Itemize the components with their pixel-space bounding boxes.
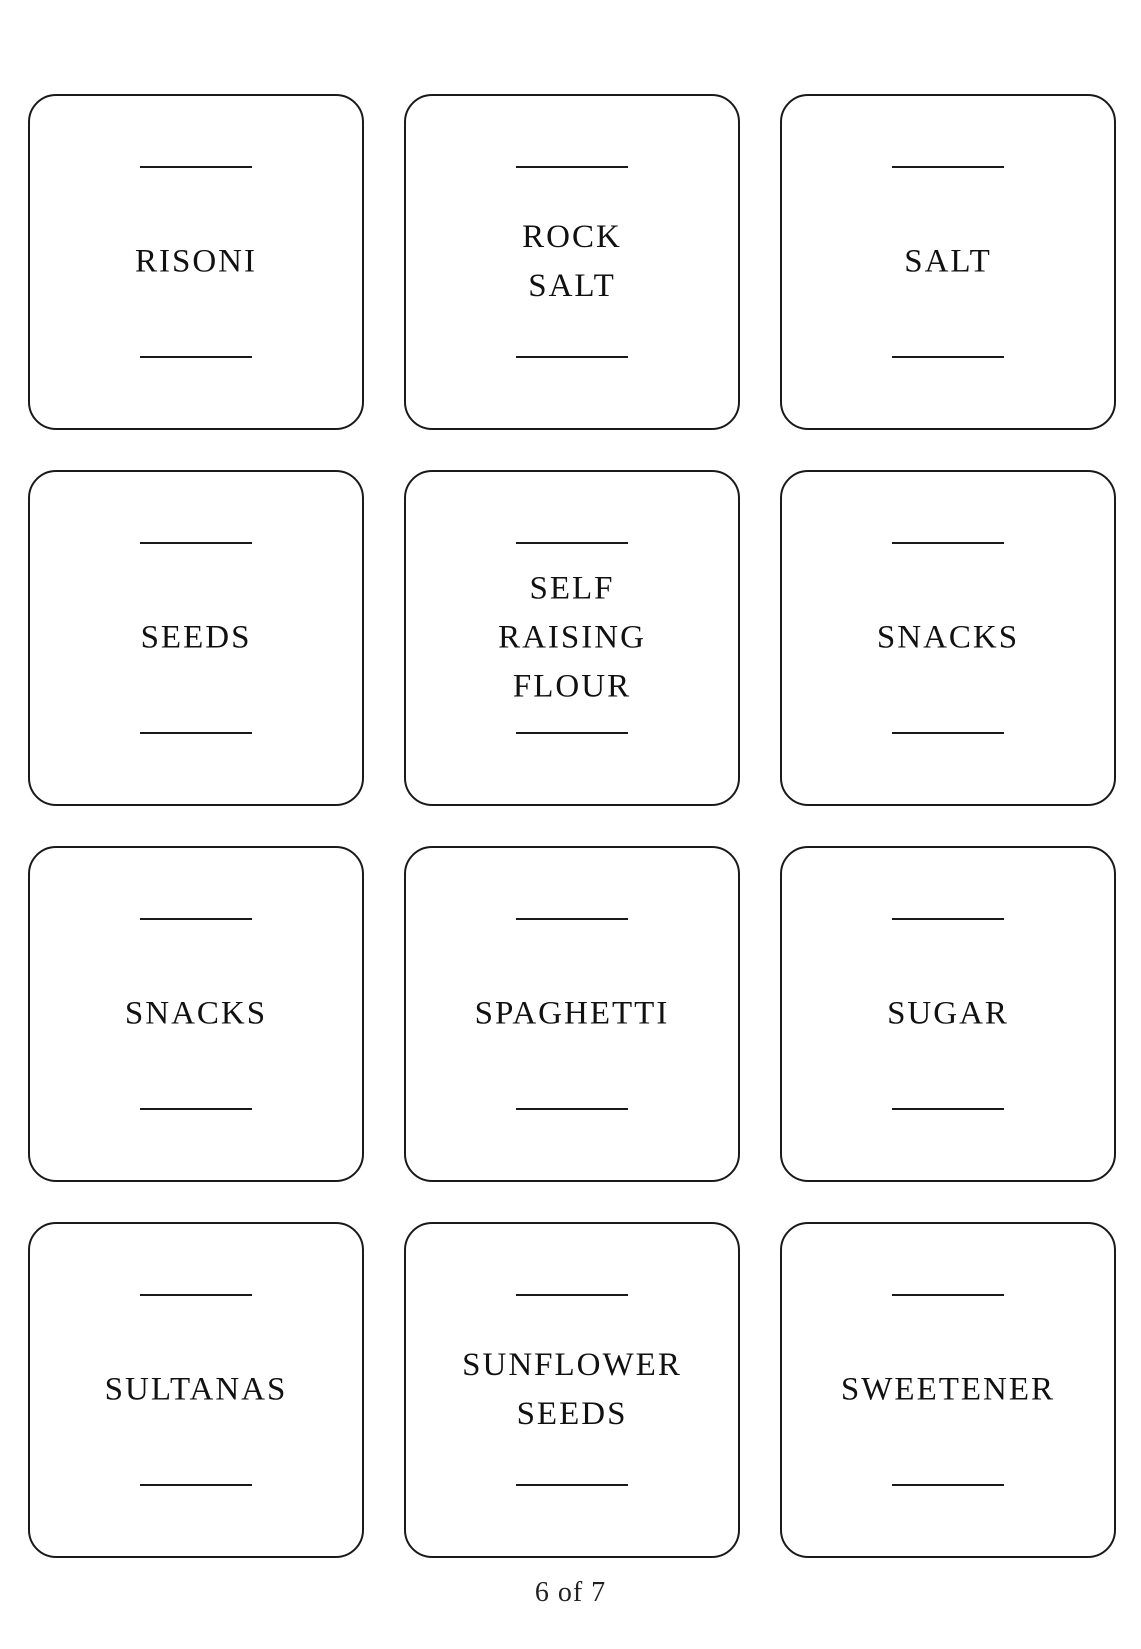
label-text: SNACKS [124, 995, 268, 1032]
label-bottom-rule [140, 1108, 252, 1110]
label-bottom-rule [516, 732, 628, 734]
label-text: ROCK SALT [522, 219, 622, 304]
label-bottom-rule [892, 1484, 1004, 1486]
label-card-sultanas [28, 1222, 364, 1558]
label-bottom-rule [140, 356, 252, 358]
label-bottom-rule [516, 1484, 628, 1486]
label-text: SNACKS [876, 619, 1020, 656]
label-top-rule [140, 918, 252, 920]
label-top-rule [892, 542, 1004, 544]
label-top-rule [140, 542, 252, 544]
label-text: SELF RAISING FLOUR [498, 570, 646, 705]
label-top-rule [892, 918, 1004, 920]
label-top-rule [516, 166, 628, 168]
label-sheet [28, 94, 1121, 1558]
label-text: SUGAR [887, 995, 1009, 1032]
label-bottom-rule [892, 1108, 1004, 1110]
label-bottom-rule [892, 732, 1004, 734]
label-text: RISONI [134, 243, 257, 280]
label-bottom-rule [140, 1484, 252, 1486]
label-card-sugar [780, 846, 1116, 1182]
label-card-rock-salt [404, 94, 740, 430]
label-text: SEEDS [140, 619, 252, 656]
label-bottom-rule [140, 732, 252, 734]
label-bottom-rule [516, 356, 628, 358]
page-number: 6 of 7 [534, 1577, 607, 1608]
label-text: SULTANAS [104, 1371, 288, 1408]
label-text: SUNFLOWER SEEDS [462, 1347, 682, 1432]
label-top-rule [892, 166, 1004, 168]
label-card-sunflower-seeds [404, 1222, 740, 1558]
label-card-self-raising-flour [404, 470, 740, 806]
label-text: SWEETENER [840, 1371, 1056, 1408]
label-card-risoni [28, 94, 364, 430]
label-text: SALT [904, 243, 992, 280]
label-text: SPAGHETTI [474, 995, 670, 1032]
label-card-salt [780, 94, 1116, 430]
label-card-snacks [780, 470, 1116, 806]
label-top-rule [140, 1294, 252, 1296]
label-top-rule [516, 918, 628, 920]
label-top-rule [516, 542, 628, 544]
label-bottom-rule [892, 356, 1004, 358]
label-card-spaghetti [404, 846, 740, 1182]
label-card-seeds [28, 470, 364, 806]
label-top-rule [140, 166, 252, 168]
label-card-snacks-2 [28, 846, 364, 1182]
label-top-rule [892, 1294, 1004, 1296]
label-top-rule [516, 1294, 628, 1296]
label-bottom-rule [516, 1108, 628, 1110]
label-card-sweetener [780, 1222, 1116, 1558]
